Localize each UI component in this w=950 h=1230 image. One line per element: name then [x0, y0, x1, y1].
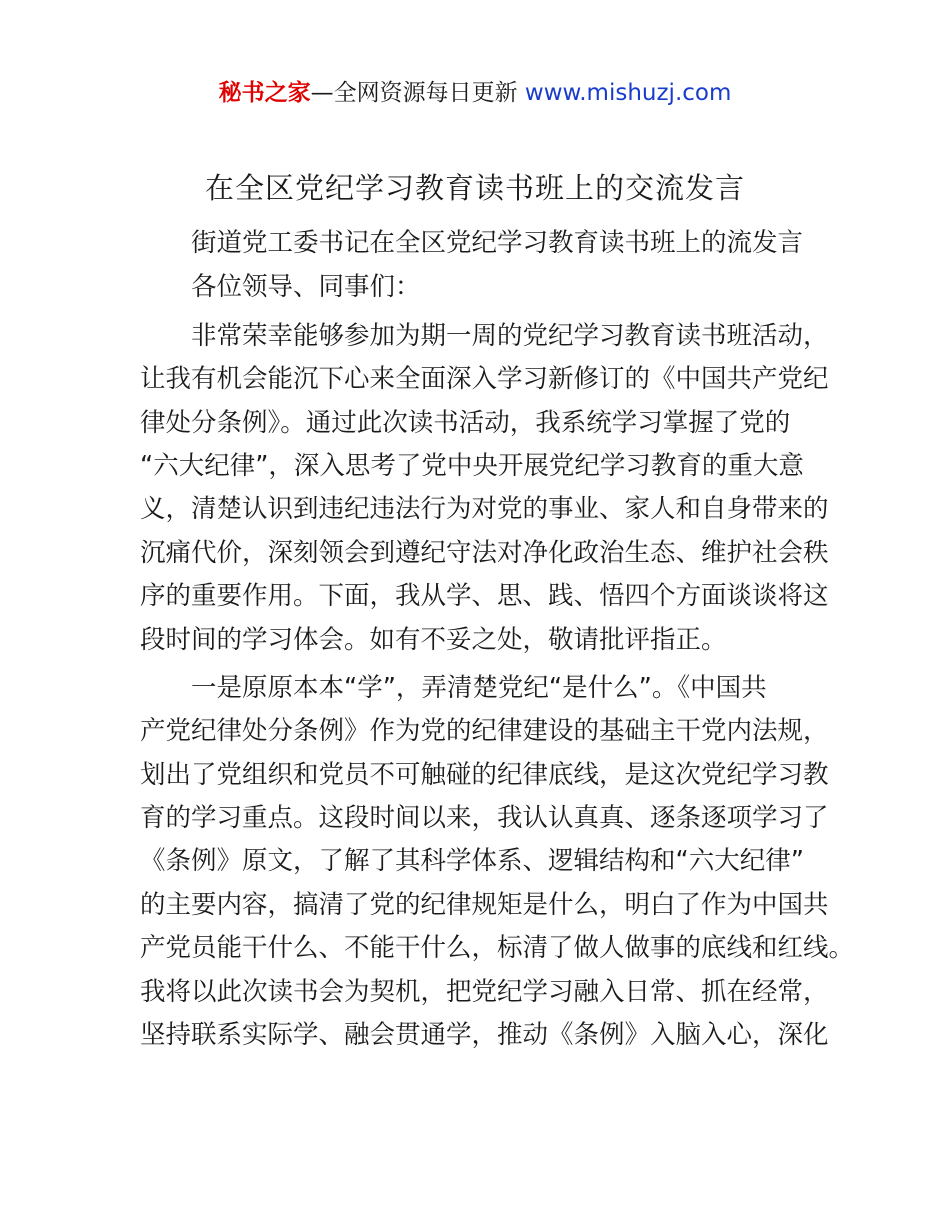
document-subtitle: 街道党工委书记在全区党纪学习教育读书班上的流发言	[191, 228, 804, 258]
paragraph-line: 育的学习重点。这段时间以来，我认认真真、逐条逐项学习了	[140, 803, 829, 834]
paragraph-line: 我将以此次读书会为契机，把党纪学习融入日常、抓在经常，	[140, 976, 829, 1007]
paragraph-line: 《条例》原文，了解了其科学体系、逻辑结构和“六大纪律”	[140, 846, 804, 877]
paragraph-line: 的主要内容，搞清了党的纪律规矩是什么，明白了作为中国共	[140, 889, 829, 920]
site-header	[0, 76, 950, 110]
paragraph-line: 一是原原本本“学”，弄清楚党纪“是什么”。《中国共	[191, 672, 767, 703]
paragraph-line: 产党员能干什么、不能干什么，标清了做人做事的底线和红线。	[140, 933, 855, 964]
paragraph-1	[140, 315, 829, 662]
paragraph-line: 坚持联系实际学、融会贯通学，推动《条例》入脑入心，深化	[140, 1020, 829, 1051]
paragraph-line: 产党纪律处分条例》作为党的纪律建设的基础主干党内法规，	[140, 716, 829, 747]
paragraph-line: 沉痛代价，深刻领会到遵纪守法对净化政治生态、维护社会秩	[140, 537, 829, 568]
site-url-link[interactable]: www.mishuzj.com	[524, 80, 732, 106]
paragraph-line: 律处分条例》。通过此次读书活动，我系统学习掌握了党的	[140, 407, 791, 438]
site-brand: 秘书之家	[218, 80, 311, 106]
paragraph-2	[140, 667, 855, 1058]
salutation: 各位领导、同事们：	[191, 272, 421, 303]
site-tagline: —全网资源每日更新	[310, 80, 525, 106]
paragraph-line: 段时间的学习体会。如有不妥之处，敬请批评指正。	[140, 624, 727, 655]
document-body	[140, 222, 855, 1057]
paragraph-line: 序的重要作用。下面，我从学、思、践、悟四个方面谈谈将这	[140, 581, 829, 612]
document-title: 在全区党纪学习教育读书班上的交流发言	[204, 171, 745, 205]
paragraph-line: “六大纪律”，深入思考了党中央开展党纪学习教育的重大意	[140, 450, 804, 481]
paragraph-line: 划出了党组织和党员不可触碰的纪律底线，是这次党纪学习教	[140, 759, 829, 790]
paragraph-line: 让我有机会能沉下心来全面深入学习新修订的《中国共产党纪	[140, 364, 829, 395]
paragraph-line: 义，清楚认识到违纪违法行为对党的事业、家人和自身带来的	[140, 494, 829, 525]
paragraph-line: 非常荣幸能够参加为期一周的党纪学习教育读书班活动，	[191, 320, 829, 351]
